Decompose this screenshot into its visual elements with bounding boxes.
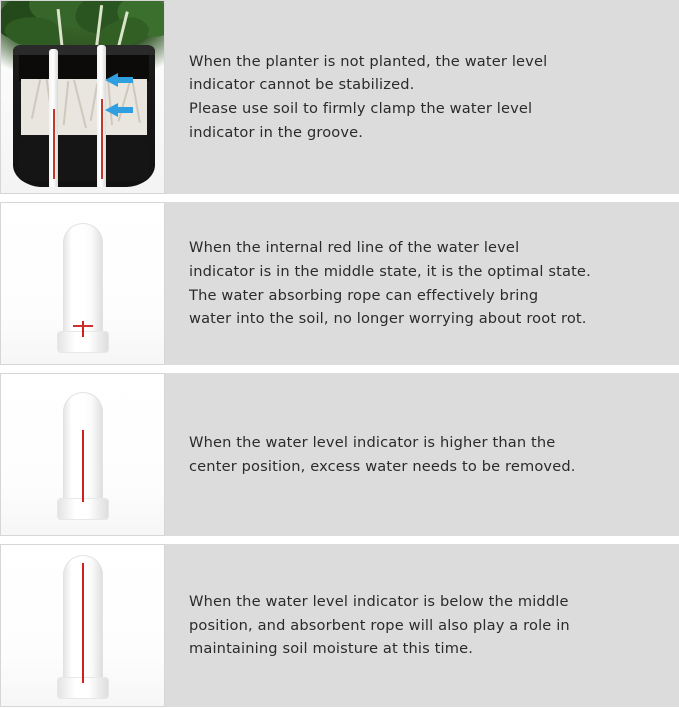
photo-canvas <box>1 545 164 706</box>
indicator-red-line <box>53 109 55 179</box>
root-strand <box>73 80 87 129</box>
root-strand <box>131 79 141 123</box>
instruction-line: When the planter is not planted, the water level <box>189 52 548 70</box>
indicator-red-marker <box>73 325 93 327</box>
indicator-red-line <box>82 563 84 683</box>
instruction-row <box>0 544 679 707</box>
pot-rim <box>13 45 155 55</box>
root-strand <box>63 81 70 125</box>
root-strand <box>118 82 131 121</box>
photo-canvas <box>1 374 164 535</box>
instruction-text-panel <box>165 373 679 536</box>
instruction-line: When the internal red line of the water level <box>189 239 520 257</box>
indicator-red-line <box>82 321 84 337</box>
blue-arrow-icon <box>105 73 118 87</box>
planter-pot <box>13 45 155 187</box>
instruction-text-panel <box>165 202 679 365</box>
instruction-line: indicator is in the middle state, it is the optimal state. <box>189 262 591 280</box>
instruction-row <box>0 0 679 194</box>
instruction-line: When the water level indicator is below the middle <box>189 593 569 611</box>
instruction-text-panel <box>165 0 679 194</box>
indicator-red-line <box>82 430 84 502</box>
planter-with-plant-and-roots-photo <box>0 0 165 194</box>
photo-canvas <box>1 203 164 364</box>
photo-canvas <box>1 1 164 193</box>
blue-arrow-icon <box>117 77 133 83</box>
indicator-high-level-photo <box>0 373 165 536</box>
instruction-line: maintaining soil moisture at this time. <box>189 640 474 658</box>
blue-arrow-icon <box>117 107 133 113</box>
instruction-line: indicator cannot be stabilized. <box>189 76 415 94</box>
root-strand <box>31 79 41 119</box>
instruction-line: The water absorbing rope can effectively bring <box>189 286 539 304</box>
indicator-red-line <box>101 99 103 179</box>
instruction-line: center position, excess water needs to be removed. <box>189 457 576 475</box>
instruction-line: When the water level indicator is higher than the <box>189 433 556 451</box>
indicator-middle-level-photo <box>0 202 165 365</box>
indicator-low-level-photo <box>0 544 165 707</box>
instruction-line: indicator in the groove. <box>189 123 364 141</box>
water-reservoir <box>19 141 149 181</box>
instruction-line: water into the soil, no longer worrying about root rot. <box>189 310 587 328</box>
instruction-text-panel <box>165 544 679 707</box>
blue-arrow-icon <box>105 103 118 117</box>
water-level-indicator-tube <box>49 49 58 187</box>
instruction-row <box>0 202 679 365</box>
instruction-line: Please use soil to firmly clamp the water level <box>189 100 533 117</box>
instruction-row <box>0 373 679 536</box>
instruction-line: position, and absorbent rope will also play a role in <box>189 616 570 634</box>
